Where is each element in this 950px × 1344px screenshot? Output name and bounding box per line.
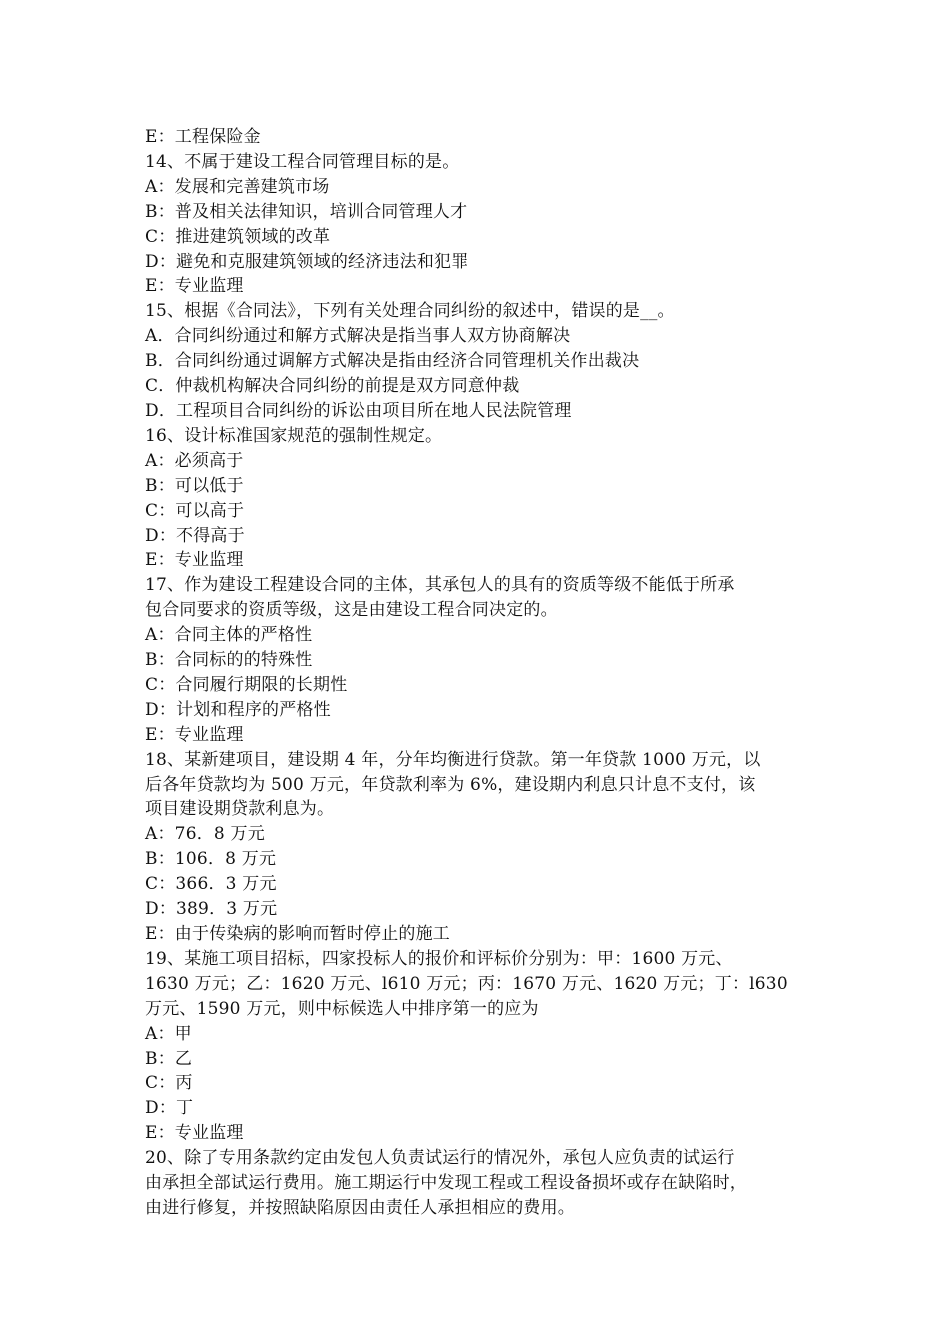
option-line: E：由于传染病的影响而暂时停止的施工: [145, 924, 451, 944]
option-line: A：发展和完善建筑市场: [145, 176, 330, 197]
question-19-continued: 1630 万元；乙：1620 万元、l610 万元；丙：1670 万元、1620 万元；丁：l630: [145, 973, 788, 994]
document-body: [145, 125, 825, 1221]
option-line: E：工程保险金: [145, 127, 261, 147]
option-line: D：避免和克服建筑领域的经济违法和犯罪: [145, 251, 469, 272]
option-line: C：推进建筑领域的改革: [145, 226, 331, 247]
option-line: D：计划和程序的严格性: [145, 699, 331, 720]
option-line: A：必须高于: [145, 450, 244, 471]
option-line: B：106．8 万元: [145, 849, 277, 870]
option-line: B：合同标的的特殊性: [145, 650, 313, 671]
option-line: A：76．8 万元: [145, 824, 265, 845]
option-line: A：合同主体的严格性: [145, 625, 313, 646]
option-line: D：丁: [145, 1098, 194, 1119]
question-15: 15、根据《合同法》，下列有关处理合同纠纷的叙述中，错误的是__。: [145, 301, 675, 322]
option-line: E：专业监理: [145, 276, 244, 297]
option-line: E：专业监理: [145, 550, 244, 571]
option-line: C．仲裁机构解决合同纠纷的前提是双方同意仲裁: [145, 376, 520, 397]
option-line: B．合同纠纷通过调解方式解决是指由经济合同管理机关作出裁决: [145, 351, 640, 372]
option-line: A：甲: [145, 1023, 192, 1044]
question-20: 20、除了专用条款约定由发包人负责试运行的情况外，承包人应负责的试运行: [145, 1148, 735, 1169]
question-20-continued: 由承担全部试运行费用。施工期运行中发现工程或工程设备损坏或存在缺陷时，: [145, 1173, 747, 1194]
option-line: C：可以高于: [145, 500, 245, 521]
question-17: 17、作为建设工程建设合同的主体，其承包人的具有的资质等级不能低于所承: [145, 575, 735, 596]
option-line: C：合同履行期限的长期性: [145, 674, 348, 695]
option-line: B：乙: [145, 1048, 193, 1069]
question-19-continued: 万元、1590 万元，则中标候选人中排序第一的应为: [145, 998, 539, 1019]
option-line: C：366．3 万元: [145, 874, 277, 895]
question-16: 16、设计标准国家规范的强制性规定。: [145, 425, 443, 446]
option-line: D：不得高于: [145, 525, 245, 546]
question-17-continued: 包合同要求的资质等级，这是由建设工程合同决定的。: [145, 600, 558, 621]
question-19: 19、某施工项目招标，四家投标人的报价和评标价分别为：甲：1600 万元、: [145, 948, 733, 969]
question-20-continued: 由进行修复，并按照缺陷原因由责任人承担相应的费用。: [145, 1197, 575, 1218]
option-line: A．合同纠纷通过和解方式解决是指当事人双方协商解决: [145, 326, 571, 347]
question-18: 18、某新建项目，建设期 4 年，分年均衡进行贷款。第一年贷款 1000 万元，以: [145, 749, 761, 770]
question-18-continued: 后各年贷款均为 500 万元，年贷款利率为 6%，建设期内利息只计息不支付，该: [145, 774, 756, 795]
option-line: B：可以低于: [145, 475, 244, 496]
question-18-continued: 项目建设期贷款利息为。: [145, 799, 335, 820]
option-line: B：普及相关法律知识，培训合同管理人才: [145, 201, 468, 222]
option-line: C：丙: [145, 1073, 193, 1094]
option-line: E：专业监理: [145, 724, 244, 745]
option-line: D：389．3 万元: [145, 899, 278, 920]
option-line: E：专业监理: [145, 1123, 244, 1144]
option-line: D．工程项目合同纠纷的诉讼由项目所在地人民法院管理: [145, 400, 572, 421]
question-14: 14、不属于建设工程合同管理目标的是。: [145, 151, 460, 172]
